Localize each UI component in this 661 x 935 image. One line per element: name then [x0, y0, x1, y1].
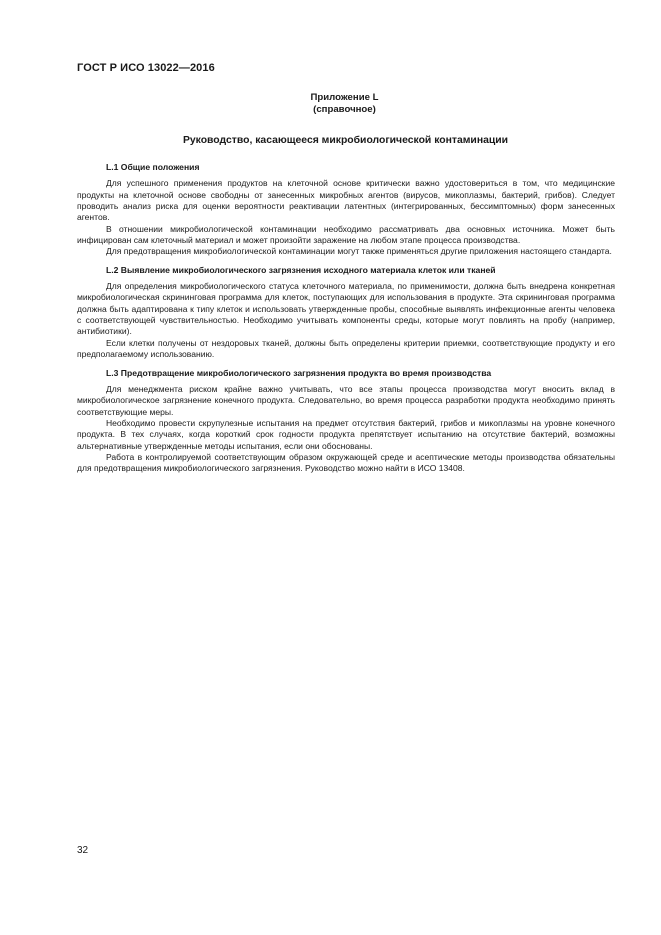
section-heading: L.3 Предотвращение микробиологического загрязнения продукта во время производства [106, 367, 492, 378]
paragraph: В отношении микробиологической контаминации необходимо рассматривать два основных источника. Может быть инфицирован сам клеточный материал и может произойти заражение на любом этапе процесса производства. [77, 223, 615, 246]
paragraph: Для менеджмента риском крайне важно учитывать, что все этапы процесса производства могут вносить вклад в микробиологическое загрязнение конечного продукта. Следовательно, во время процесса разработки продукта необходимо принять соответствующие меры. [77, 383, 615, 417]
appendix-type: (справочное) [313, 104, 376, 115]
appendix-label-block [0, 92, 661, 116]
page-title: Руководство, касающееся микробиологической контаминации [182, 135, 509, 146]
page-number: 32 [77, 845, 89, 856]
paragraph: Для определения микробиологического статуса клеточного материала, по применимости, должна быть внедрена конкретная микробиологическая скрининговая программа для клеток, поступающих для использования в продукте. Эта скрининговая программа должна быть адаптирована к типу клеток и использовать утвержденные пробы, способные выявлять инфекционные агенты человека с соответствующей чувствительностью. Необходимо учитывать компоненты среды, которые могут повлиять на пробу (например, антибиотики). [77, 281, 615, 337]
section-heading: L.2 Выявление микробиологического загрязнения исходного материала клеток или тканей [106, 264, 496, 275]
paragraph: Для предотвращения микробиологической контаминации могут также применяться другие приложения настоящего стандарта. [106, 246, 612, 257]
document-code-header: ГОСТ Р ИСО 13022—2016 [77, 62, 215, 74]
section-l2 [77, 265, 615, 361]
section-l1 [77, 162, 615, 258]
paragraph: Если клетки получены от нездоровых тканей, должны быть определены критерии приемки, соответствующие продукту и его предполагаемому использованию. [77, 337, 615, 360]
section-heading: L.1 Общие положения [106, 162, 200, 172]
appendix-label: Приложение L [310, 92, 379, 103]
paragraph: Для успешного применения продуктов на клеточной основе критически важно удостовериться в том, что медицинские продукты на клеточной основе свободны от занесенных микробных агентов (вирусов, микоплазмы, бактерий, грибов). Следует проводить анализ риска для оценки вероятности реактивации латентных (интегрированных, бессимптомных) форм занесенных агентов. [77, 178, 615, 223]
paragraph: Необходимо провести скрупулезные испытания на предмет отсутствия бактерий, грибов и микоплазмы на уровне конечного продукта. В тех случаях, когда короткий срок годности продукта препятствует испытанию на отсутствие бактерий, возможны альтернативные утвержденные методы испытания, если они обоснованы. [77, 417, 615, 451]
document-body [77, 162, 615, 482]
section-l3 [77, 368, 615, 475]
paragraph: Работа в контролируемой соответствующим образом окружающей среде и асептические методы производства обязательны для предотвращения микробиологического загрязнения. Руководство можно найти в ИСО 13408. [77, 451, 615, 474]
